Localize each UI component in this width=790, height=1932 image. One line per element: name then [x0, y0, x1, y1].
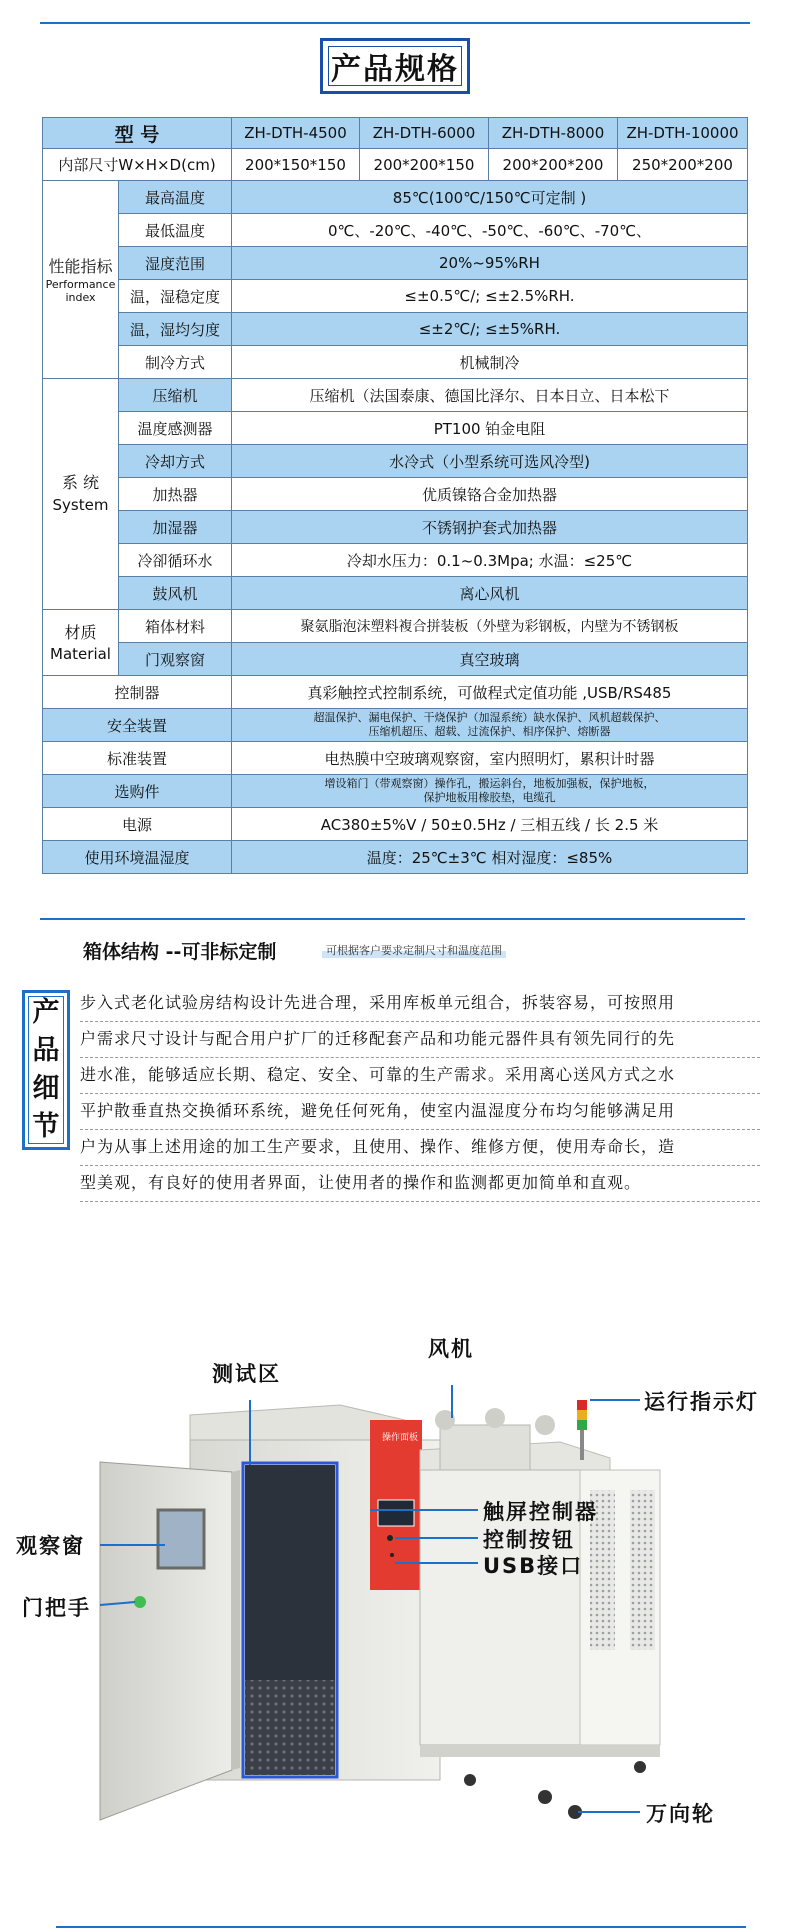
- row-label: 电源: [43, 808, 232, 841]
- fan-unit: [440, 1425, 530, 1470]
- vent-grille: [630, 1490, 655, 1650]
- size-cell: 200*200*200: [489, 149, 618, 181]
- row-value: 0℃、-20℃、-40℃、-50℃、-60℃、-70℃、: [232, 214, 748, 247]
- label-touch-screen: 触屏控制器: [483, 1500, 598, 1524]
- performance-cat-en: Performance index: [45, 277, 116, 304]
- size-cell: 200*200*150: [360, 149, 489, 181]
- product-detail-badge: [22, 990, 70, 1150]
- row-label: 加湿器: [119, 511, 232, 544]
- label-fan: 风机: [428, 1337, 474, 1361]
- table-row: [43, 445, 748, 478]
- touch-screen: [378, 1500, 414, 1526]
- description-line: 平护散垂直热交换循环系统，避免任何死角，使室内温湿度分布均匀能够满足用: [80, 1093, 760, 1130]
- material-cat-en: Material: [50, 644, 111, 663]
- caster: [464, 1774, 476, 1786]
- label-indicator: 运行指示灯: [644, 1390, 759, 1414]
- row-label: 安全装置: [43, 709, 232, 742]
- door-edge: [232, 1470, 240, 1770]
- row-value: PT100 铂金电阻: [232, 412, 748, 445]
- row-label: 温度感测器: [119, 412, 232, 445]
- row-label: 门观察窗: [119, 643, 232, 676]
- table-row: [43, 742, 748, 775]
- row-label: 使用环境温湿度: [43, 841, 232, 874]
- row-value-line: 超温保护、漏电保护、干烧保护（加湿系统）缺水保护、风机超载保护、: [313, 711, 666, 724]
- row-value: 真空玻璃: [232, 643, 748, 676]
- row-value: AC380±5%V / 50±0.5Hz / 三相五线 / 长 2.5 米: [232, 808, 748, 841]
- row-label: 温，湿均匀度: [119, 313, 232, 346]
- indicator-green: [577, 1420, 587, 1430]
- label-caster: 万向轮: [646, 1802, 715, 1826]
- table-row: [43, 214, 748, 247]
- table-row: [43, 149, 748, 181]
- badge-char: 品: [32, 1035, 60, 1066]
- label-usb: USB接口: [483, 1554, 584, 1578]
- spec-table: [42, 117, 748, 874]
- page-title: 产品规格: [328, 46, 462, 86]
- row-value-multiline: [232, 775, 748, 808]
- material-cat-cn: 材质: [64, 622, 97, 642]
- table-row: [43, 544, 748, 577]
- table-row: [43, 808, 748, 841]
- row-value: 电热膜中空玻璃观察窗，室内照明灯，累积计时器: [232, 742, 748, 775]
- table-row: [43, 775, 748, 808]
- table-row: [43, 118, 748, 149]
- base-frame: [420, 1745, 660, 1757]
- structure-note: 可根据客户要求定制尺寸和温度范围: [322, 942, 506, 958]
- label-observation: 观察窗: [16, 1534, 85, 1558]
- system-category: [43, 379, 119, 610]
- model-cell: ZH-DTH-10000: [618, 118, 748, 149]
- row-label: 控制器: [43, 676, 232, 709]
- row-value: 不锈钢护套式加热器: [232, 511, 748, 544]
- row-label: 最低温度: [119, 214, 232, 247]
- indicator-amber: [577, 1410, 587, 1420]
- system-cat-cn: 系 统: [61, 473, 100, 492]
- row-value: ≤±2℃/; ≤±5%RH.: [232, 313, 748, 346]
- observation-window: [158, 1510, 204, 1568]
- table-row: [43, 379, 748, 412]
- control-buttons: [387, 1535, 393, 1541]
- model-cell: ZH-DTH-8000: [489, 118, 618, 149]
- row-value-line: 增设箱门（带观察窗）操作孔，搬运斜台，地板加强板，保护地板，: [324, 777, 655, 790]
- caster: [634, 1761, 646, 1773]
- row-label: 标准装置: [43, 742, 232, 775]
- row-label: 温，湿稳定度: [119, 280, 232, 313]
- row-value-line: 压缩机超压、超载、过流保护、相序保护、熔断器: [368, 725, 611, 738]
- indicator-red: [577, 1400, 587, 1410]
- model-cell: ZH-DTH-6000: [360, 118, 489, 149]
- row-label: 鼓风机: [119, 577, 232, 610]
- row-value: 85℃(100℃/150℃可定制 ): [232, 181, 748, 214]
- size-cell: 250*200*200: [618, 149, 748, 181]
- page-title-frame: [320, 38, 470, 94]
- label-test-area: 测试区: [212, 1362, 281, 1386]
- description-line: 户需求尺寸设计与配合用户扩厂的迁移配套产品和功能元器件具有领先同行的先: [80, 1021, 760, 1058]
- description-line: 进水准，能够适应长期、稳定、安全、可靠的生产需求。采用离心送风方式之水: [80, 1057, 760, 1094]
- door-handle: [134, 1596, 146, 1608]
- row-label: 最高温度: [119, 181, 232, 214]
- table-row: [43, 709, 748, 742]
- table-row: [43, 610, 748, 643]
- row-label: 压缩机: [119, 379, 232, 412]
- fan-cap: [535, 1415, 555, 1435]
- table-row: [43, 346, 748, 379]
- badge-char: 细: [32, 1073, 60, 1104]
- section-divider: [40, 918, 745, 920]
- table-row: [43, 577, 748, 610]
- caster: [538, 1790, 552, 1804]
- structure-heading: 箱体结构 --可非标定制: [83, 941, 277, 963]
- badge-char: 节: [32, 1111, 60, 1142]
- row-label: 选购件: [43, 775, 232, 808]
- label-door-handle: 门把手: [22, 1596, 91, 1620]
- table-row: [43, 280, 748, 313]
- row-value: 优质镍铬合金加热器: [232, 478, 748, 511]
- row-value: 20%~95%RH: [232, 247, 748, 280]
- panel-text: 操作面板: [382, 1433, 419, 1443]
- description-line: 型美观，有良好的使用者界面，让使用者的操作和监测都更加简单和直观。: [80, 1165, 760, 1202]
- row-label: 冷却方式: [119, 445, 232, 478]
- material-category: [43, 610, 119, 676]
- table-row: [43, 841, 748, 874]
- row-value: 冷却水压力：0.1~0.3Mpa; 水温：≤25℃: [232, 544, 748, 577]
- row-value: ≤±0.5℃/; ≤±2.5%RH.: [232, 280, 748, 313]
- size-label: 内部尺寸W×H×D(cm): [43, 149, 232, 181]
- row-value: 离心风机: [232, 577, 748, 610]
- badge-char: 产: [32, 997, 60, 1028]
- indicator-stem: [580, 1430, 584, 1460]
- row-label: 箱体材料: [119, 610, 232, 643]
- label-control-button: 控制按钮: [483, 1528, 575, 1552]
- row-label: 加热器: [119, 478, 232, 511]
- badge-text: [28, 996, 64, 1144]
- row-value-multiline: [232, 709, 748, 742]
- row-label: 湿度范围: [119, 247, 232, 280]
- row-value: 温度：25℃±3℃ 相对湿度：≤85%: [232, 841, 748, 874]
- table-row: [43, 247, 748, 280]
- model-header: 型 号: [43, 118, 232, 149]
- row-value: 机械制冷: [232, 346, 748, 379]
- top-divider: [40, 22, 750, 24]
- table-row: [43, 643, 748, 676]
- performance-category: [43, 181, 119, 379]
- table-row: [43, 676, 748, 709]
- row-value-line: 保护地板用橡胶垫，电缆孔: [423, 791, 556, 804]
- table-row: [43, 313, 748, 346]
- model-cell: ZH-DTH-4500: [232, 118, 360, 149]
- performance-cat-cn: 性能指标: [48, 256, 113, 276]
- fan-cap: [485, 1408, 505, 1428]
- row-value: 压缩机（法国泰康、德国比泽尔、日本日立、日本松下: [232, 379, 748, 412]
- table-row: [43, 511, 748, 544]
- row-value: 聚氨脂泡沫塑料複合拼装板（外壁为彩钢板，内壁为不锈钢板: [232, 610, 748, 643]
- table-row: [43, 412, 748, 445]
- row-value: 真彩触控式控制系统，可做程式定值功能 ,USB/RS485: [232, 676, 748, 709]
- row-label: 制冷方式: [119, 346, 232, 379]
- description-line: 户为从事上述用途的加工生产要求，且使用、操作、维修方便，使用寿命长，造: [80, 1129, 760, 1166]
- description-line: 步入式老化试验房结构设计先进合理，采用库板单元组合，拆装容易，可按照用: [80, 985, 760, 1022]
- row-value: 水冷式（小型系统可选风冷型): [232, 445, 748, 478]
- size-cell: 200*150*150: [232, 149, 360, 181]
- system-cat-en: System: [52, 496, 109, 514]
- row-label: 冷卻循环水: [119, 544, 232, 577]
- bottom-divider: [56, 1926, 746, 1928]
- test-area-floor: [245, 1680, 335, 1775]
- table-row: [43, 478, 748, 511]
- table-row: [43, 181, 748, 214]
- usb-port: [390, 1553, 394, 1557]
